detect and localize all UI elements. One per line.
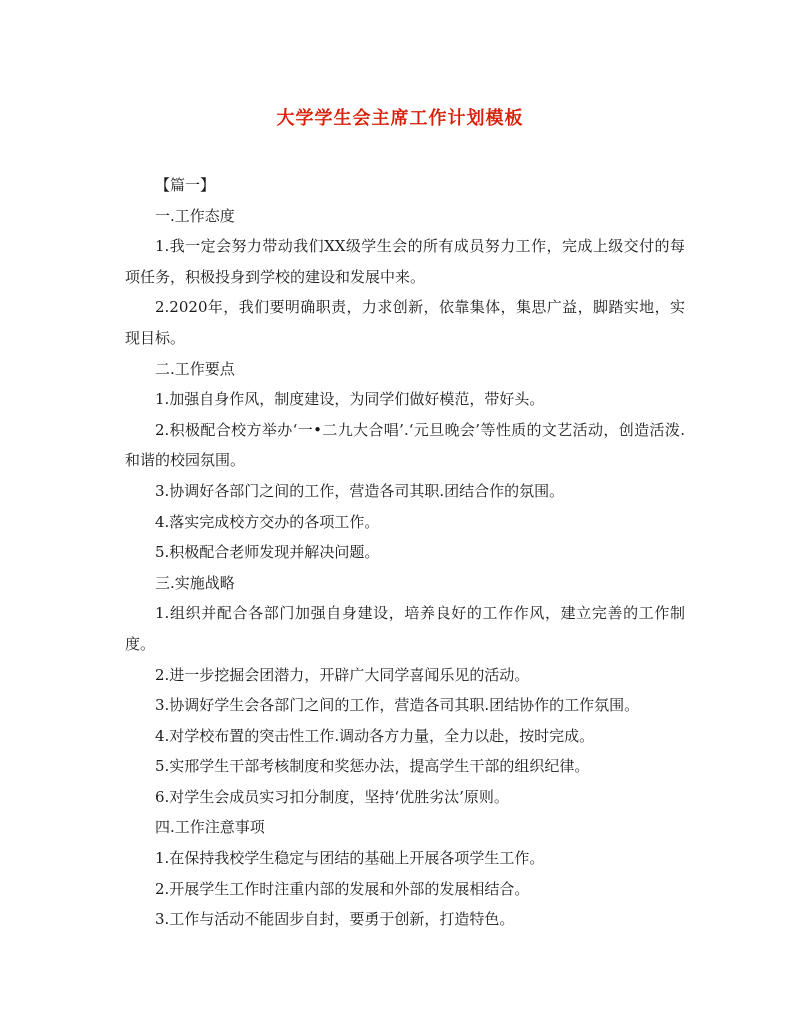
paragraph: 6.对学生会成员实习扣分制度，坚持‘优胜劣汰’原则。 (155, 787, 509, 806)
paragraph: 2.进一步挖掘会团潜力，开辟广大同学喜闻乐见的活动。 (155, 665, 530, 684)
paragraph: 4.对学校布置的突击性工作.调动各方力量，全力以赴，按时完成。 (155, 726, 595, 745)
paragraph: 4.落实完成校方交办的各项工作。 (155, 512, 380, 531)
paragraph: 2.积极配合校方举办‘一•二九大合唱’.‘元旦晚会’等性质的文艺活动，创造活泼.和谐的校园氛围。 (125, 420, 685, 470)
document-title: 大学学生会主席工作计划模板 (276, 108, 524, 129)
paragraph: 1.我一定会努力带动我们XX级学生会的所有成员努力工作，完成上级交付的每项任务，积极投身到学校的建设和发展中来。 (125, 237, 685, 286)
section-heading-work-attitude: 一.工作态度 (155, 206, 235, 225)
section-heading-work-points: 二.工作要点 (155, 359, 235, 378)
document-body (125, 170, 685, 935)
paragraph: 3.协调好各部门之间的工作，营造各司其职.团结合作的氛围。 (155, 481, 565, 500)
paragraph: 1.加强自身作风，制度建设，为同学们做好模范，带好头。 (155, 390, 545, 409)
paragraph: 5.积极配合老师发现并解决问题。 (155, 543, 380, 562)
section-heading-strategy: 三.实施战略 (155, 573, 235, 592)
paragraph: 5.实邢学生干部考核制度和奖惩办法，提高学生干部的组织纪律。 (155, 757, 590, 776)
paragraph: 1.组织并配合各部门加强自身建设，培养良好的工作作风，建立完善的工作制度。 (125, 604, 685, 653)
section-label: 【篇一】 (155, 176, 216, 194)
paragraph: 2.2020年，我们要明确职责，力求创新，依靠集体，集思广益，脚踏实地，实现目标。 (125, 298, 685, 347)
paragraph: 3.工作与活动不能固步自封，要勇于创新，打造特色。 (155, 910, 515, 929)
section-heading-notes: 四.工作注意事项 (155, 818, 265, 837)
paragraph: 2.开展学生工作时注重内部的发展和外部的发展相结合。 (155, 879, 530, 898)
paragraph: 1.在保持我校学生稳定与团结的基础上开展各项学生工作。 (155, 849, 545, 868)
paragraph: 3.协调好学生会各部门之间的工作，营造各司其职.团结协作的工作氛围。 (155, 696, 640, 715)
